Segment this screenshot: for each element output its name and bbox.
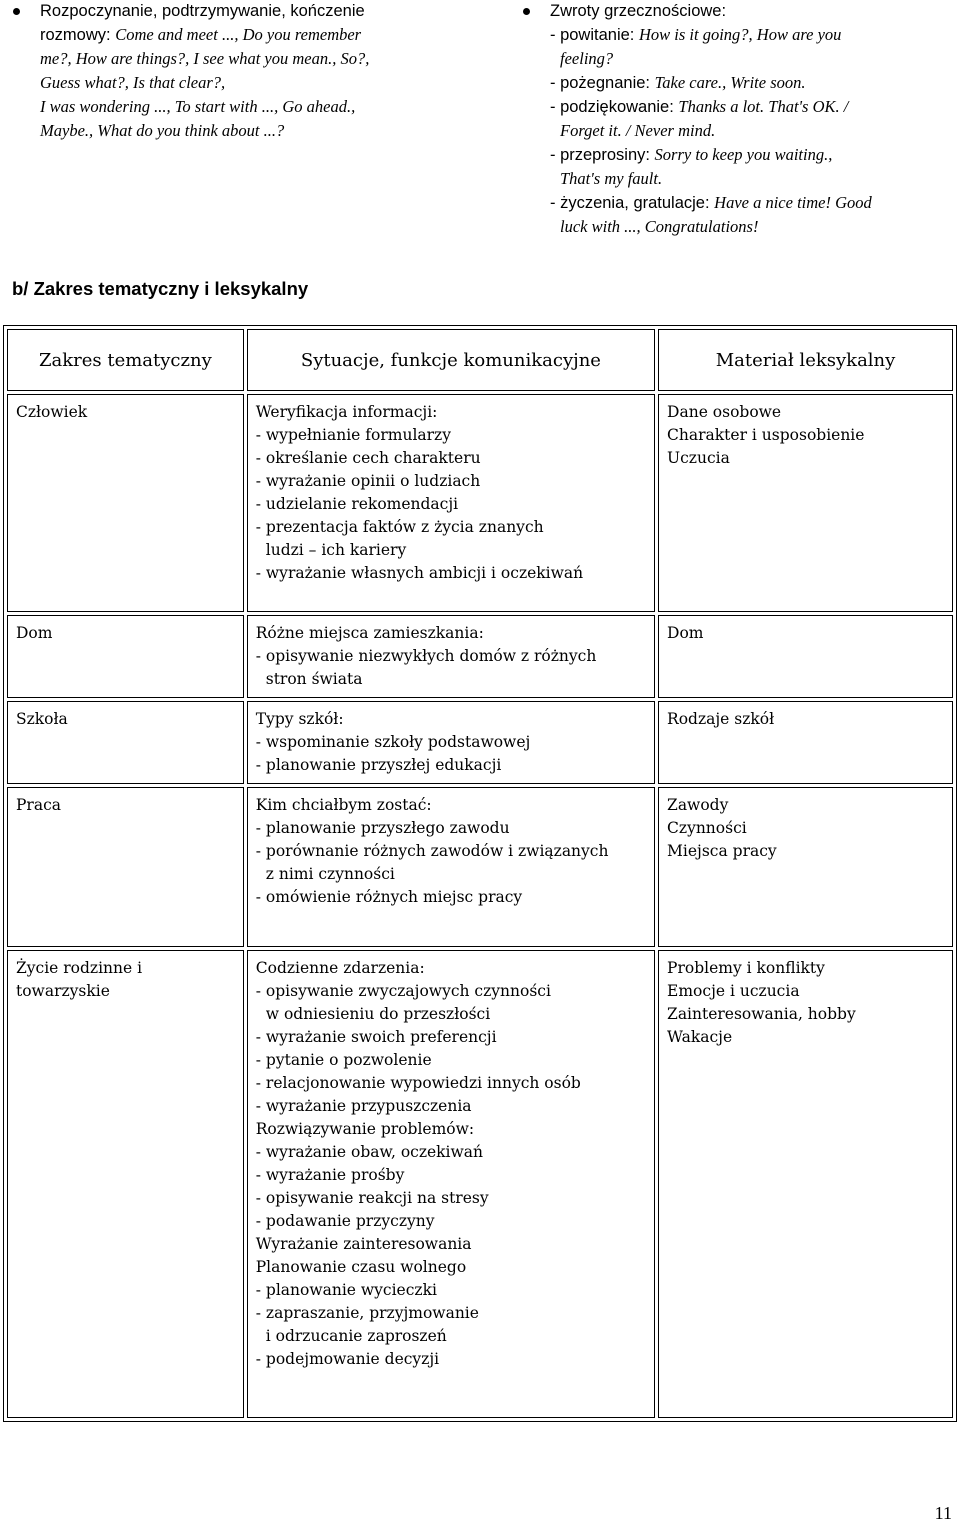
bullet-item-conversation xyxy=(40,0,440,143)
function-line: Różne miejsca zamieszkania: xyxy=(255,624,484,642)
header-functions: Sytuacje, funkcje komunikacyjne xyxy=(247,329,655,391)
topic-line: Życie rodzinne i xyxy=(16,959,143,977)
label-text: - przeprosiny: xyxy=(550,146,655,164)
function-line: - opisywanie niezwykłych domów z różnych xyxy=(255,647,597,665)
function-line: w odniesieniu do przeszłości xyxy=(265,1005,491,1023)
function-line: z nimi czynności xyxy=(265,865,395,883)
label-text: - życzenia, gratulacje: xyxy=(550,194,715,212)
function-line: - opisywanie reakcji na stresy xyxy=(255,1189,489,1207)
function-line: Planowanie czasu wolnego xyxy=(255,1258,467,1276)
function-line: stron świata xyxy=(265,670,363,688)
function-line: Weryfikacja informacji: xyxy=(255,403,438,421)
function-line: - pytanie o pozwolenie xyxy=(255,1051,432,1069)
example-phrase: I was wondering ..., To start with ..., Go ahead., xyxy=(40,97,356,116)
lexis-cell xyxy=(658,394,953,612)
function-line: - wyrażanie własnych ambicji i oczekiwań xyxy=(255,564,584,582)
example-phrase: Maybe., What do you think about ...? xyxy=(40,121,285,140)
lexis-cell xyxy=(658,787,953,947)
functions-cell xyxy=(247,701,655,784)
section-heading: b/ Zakres tematyczny i leksykalny xyxy=(12,278,309,299)
example-phrase: feeling? xyxy=(560,49,614,68)
function-line: - wyrażanie opinii o ludziach xyxy=(255,472,481,490)
function-line: - wyrażanie swoich preferencji xyxy=(255,1028,497,1046)
function-line: - określanie cech charakteru xyxy=(255,449,481,467)
text-line xyxy=(550,215,950,239)
text-line xyxy=(550,71,950,95)
text-line xyxy=(550,191,950,215)
bullet-item-courtesy xyxy=(550,0,950,239)
conversation-phrases-text xyxy=(40,0,440,143)
lexis-cell xyxy=(658,950,953,1418)
topic-cell xyxy=(7,701,244,784)
header-topic: Zakres tematyczny xyxy=(7,329,244,391)
label-text: - powitanie: xyxy=(550,26,639,44)
text-line xyxy=(550,95,950,119)
function-line: - prezentacja faktów z życia znanych xyxy=(255,518,544,536)
lexis-cell xyxy=(658,615,953,698)
page-number: 11 xyxy=(934,1503,952,1523)
function-line: - wyrażanie prośby xyxy=(255,1166,405,1184)
function-line: Wyrażanie zainteresowania xyxy=(255,1235,472,1253)
text-line xyxy=(550,119,950,143)
lexis-line: Zainteresowania, hobby xyxy=(667,1005,856,1023)
lexis-cell xyxy=(658,701,953,784)
function-line: - wspominanie szkoły podstawowej xyxy=(255,733,531,751)
function-line: - relacjonowanie wypowiedzi innych osób xyxy=(255,1074,581,1092)
function-line: Rozwiązywanie problemów: xyxy=(255,1120,475,1138)
table-header-row xyxy=(7,329,953,391)
function-line: - planowanie przyszłej edukacji xyxy=(255,756,502,774)
table-row xyxy=(7,394,953,612)
header-lexis: Materiał leksykalny xyxy=(658,329,953,391)
function-line: Typy szkół: xyxy=(255,710,344,728)
topic-cell xyxy=(7,615,244,698)
function-line: - omówienie różnych miejsc pracy xyxy=(255,888,523,906)
topic-line: Praca xyxy=(16,796,62,814)
example-phrase: me?, How are things?, I see what you mean., So?, xyxy=(40,49,370,68)
example-phrase: Sorry to keep you waiting., xyxy=(654,145,833,164)
function-line: - zapraszanie, przyjmowanie xyxy=(255,1304,479,1322)
label-text: Rozpoczynanie, podtrzymywanie, kończenie xyxy=(40,2,365,20)
lexis-line: Problemy i konflikty xyxy=(667,959,825,977)
text-line xyxy=(550,23,950,47)
function-line: i odrzucanie zaproszeń xyxy=(265,1327,447,1345)
lexis-line: Wakacje xyxy=(667,1028,733,1046)
text-line xyxy=(550,143,950,167)
bullet-icon xyxy=(523,8,530,15)
text-line xyxy=(40,23,440,47)
function-line: - podawanie przyczyny xyxy=(255,1212,435,1230)
table-row xyxy=(7,787,953,947)
topic-cell xyxy=(7,950,244,1418)
function-line: - planowanie przyszłego zawodu xyxy=(255,819,510,837)
topic-cell xyxy=(7,394,244,612)
lexis-line: Charakter i usposobienie xyxy=(667,426,865,444)
lexis-line: Emocje i uczucia xyxy=(667,982,800,1000)
text-line xyxy=(550,47,950,71)
function-line: ludzi – ich kariery xyxy=(265,541,407,559)
table-body xyxy=(7,394,953,1418)
lexical-scope-table xyxy=(3,325,957,1422)
function-line: - opisywanie zwyczajowych czynności xyxy=(255,982,551,1000)
label-text: Zwroty grzecznościowe: xyxy=(550,2,727,20)
function-line: - porównanie różnych zawodów i związanych xyxy=(255,842,609,860)
example-phrase: Thanks a lot. That's OK. / xyxy=(678,97,849,116)
function-line: - wyrażanie przypuszczenia xyxy=(255,1097,472,1115)
table-row xyxy=(7,950,953,1418)
topic-line: Dom xyxy=(16,624,53,642)
courtesy-phrases-text xyxy=(550,0,950,239)
topic-line: Człowiek xyxy=(16,403,88,421)
topic-line: Szkoła xyxy=(16,710,68,728)
topic-cell xyxy=(7,787,244,947)
function-line: Codzienne zdarzenia: xyxy=(255,959,425,977)
text-line xyxy=(40,47,440,71)
functions-cell xyxy=(247,394,655,612)
example-phrase: Guess what?, Is that clear?, xyxy=(40,73,226,92)
conversation-phrases-block xyxy=(40,0,440,143)
bullet-icon xyxy=(13,8,20,15)
text-line xyxy=(550,167,950,191)
text-line xyxy=(40,71,440,95)
example-phrase: That's my fault. xyxy=(560,169,663,188)
lexis-line: Uczucia xyxy=(667,449,730,467)
lexis-line: Rodzaje szkół xyxy=(667,710,775,728)
example-phrase: luck with ..., Congratulations! xyxy=(560,217,759,236)
lexis-line: Miejsca pracy xyxy=(667,842,777,860)
functions-cell xyxy=(247,615,655,698)
function-line: Kim chciałbym zostać: xyxy=(255,796,432,814)
label-text: rozmowy: xyxy=(40,26,116,44)
label-text: - podziękowanie: xyxy=(550,98,679,116)
table-row xyxy=(7,615,953,698)
function-line: - wypełnianie formularzy xyxy=(255,426,451,444)
text-line xyxy=(40,95,440,119)
lexis-line: Zawody xyxy=(667,796,729,814)
functions-cell xyxy=(247,950,655,1418)
courtesy-phrases-block xyxy=(550,0,950,239)
example-phrase: Take care., Write soon. xyxy=(654,73,806,92)
lexis-line: Dom xyxy=(667,624,704,642)
lexis-line: Czynności xyxy=(667,819,747,837)
function-line: - udzielanie rekomendacji xyxy=(255,495,459,513)
text-line xyxy=(550,0,950,23)
function-line: - wyrażanie obaw, oczekiwań xyxy=(255,1143,484,1161)
example-phrase: How is it going?, How are you xyxy=(638,25,842,44)
text-line xyxy=(40,0,440,23)
example-phrase: Have a nice time! Good xyxy=(714,193,872,212)
function-line: - podejmowanie decyzji xyxy=(255,1350,440,1368)
functions-cell xyxy=(247,787,655,947)
example-phrase: Forget it. / Never mind. xyxy=(560,121,716,140)
lexis-line: Dane osobowe xyxy=(667,403,782,421)
label-text: - pożegnanie: xyxy=(550,74,655,92)
topic-line: towarzyskie xyxy=(16,982,110,1000)
text-line xyxy=(40,119,440,143)
table-row xyxy=(7,701,953,784)
example-phrase: Come and meet ..., Do you remember xyxy=(115,25,362,44)
function-line: - planowanie wycieczki xyxy=(255,1281,437,1299)
